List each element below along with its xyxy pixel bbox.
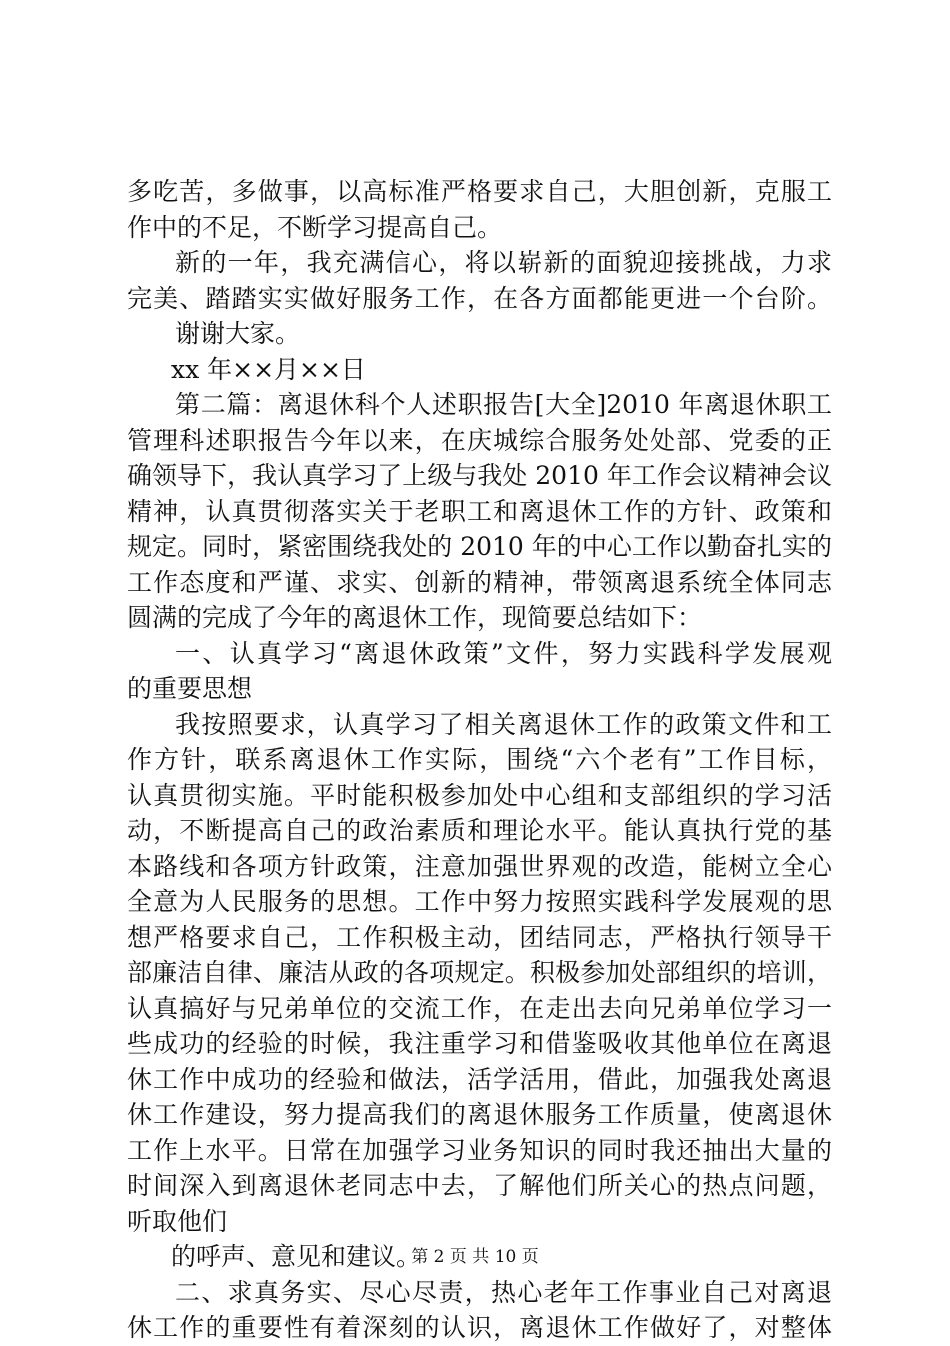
paragraph-line: 圆满的完成了今年的离退休工作，现简要总结如下：	[127, 603, 703, 632]
paragraph-line: 管理科述职报告今年以来，在庆城综合服务处处部、党委的正	[127, 425, 832, 455]
paragraph-line: 本路线和各项方针政策，注意加强世界观的改造，能树立全心	[127, 851, 832, 881]
paragraph-line: 谢谢大家。	[175, 319, 301, 348]
paragraph-line: 部廉洁自律、廉洁从政的各项规定。积极参加处部组织的培训，	[127, 958, 832, 987]
document-body	[127, 174, 832, 1346]
paragraph-line: 完美、踏踏实实做好服务工作，在各方面都能更进一个台阶。	[127, 283, 832, 313]
paragraph-line: 时间深入到离退休老同志中去，了解他们所关心的热点问题，	[127, 1171, 832, 1200]
paragraph-line: 休工作建设，努力提高我们的离退休服务工作质量，使离退休	[127, 1100, 832, 1129]
paragraph-line: 想严格要求自己，工作积极主动，团结同志，严格执行领导干	[127, 922, 832, 952]
paragraph-line: 些成功的经验的时候，我注重学习和借鉴吸收其他单位在离退	[127, 1029, 832, 1058]
paragraph-line: 工作上水平。日常在加强学习业务知识的同时我还抽出大量的	[127, 1135, 832, 1165]
heading-line: 的重要思想	[127, 674, 253, 703]
paragraph-line: 全意为人民服务的思想。工作中努力按照实践科学发展观的思	[127, 887, 832, 916]
paragraph-line: 认真搞好与兄弟单位的交流工作，在走出去向兄弟单位学习一	[127, 993, 832, 1023]
section-heading-line: 第二篇：离退休科个人述职报告[大全]2010 年离退休职工	[175, 390, 832, 419]
paragraph-line: 多吃苦，多做事，以高标准严格要求自己，大胆创新，克服工	[127, 177, 832, 206]
paragraph-line: 作中的不足，不断学习提高自己。	[127, 212, 503, 242]
paragraph-line: 精神，认真贯彻落实关于老职工和离退休工作的方针、政策和	[127, 496, 832, 526]
heading-line: 二、求真务实、尽心尽责，热心老年工作事业自己对离退	[175, 1277, 832, 1307]
paragraph-line: 我按照要求，认真学习了相关离退休工作的政策文件和工	[175, 709, 832, 739]
paragraph-line: 作方针，联系离退休工作实际，围绕“六个老有”工作目标，	[127, 745, 832, 774]
paragraph-line: 认真贯彻实施。平时能积极参加处中心组和支部组织的学习活	[127, 780, 832, 810]
page-footer: 第 2 页 共 10 页	[411, 1247, 539, 1267]
date-line: xx 年××月××日	[171, 354, 366, 384]
paragraph-line: 休工作中成功的经验和做法，活学活用，借此，加强我处离退	[127, 1064, 832, 1094]
paragraph-line: 的呼声、意见和建议。	[171, 1242, 422, 1271]
heading-line: 一、认真学习“离退休政策”文件，努力实践科学发展观	[175, 638, 832, 668]
paragraph-line: 规定。同时，紧密围绕我处的 2010 年的中心工作以勤奋扎实的	[127, 532, 832, 561]
paragraph-line: 工作态度和严谨、求实、创新的精神，带领离退系统全体同志	[127, 567, 832, 597]
paragraph-line: 确领导下，我认真学习了上级与我处 2010 年工作会议精神会议	[127, 461, 832, 490]
paragraph-line: 动，不断提高自己的政治素质和理论水平。能认真执行党的基	[127, 816, 832, 845]
paragraph-line: 新的一年，我充满信心，将以崭新的面貌迎接挑战，力求	[175, 248, 832, 277]
paragraph-line: 听取他们	[127, 1206, 228, 1236]
paragraph-line: 休工作的重要性有着深刻的认识，离退休工作做好了，对整体	[127, 1313, 832, 1342]
